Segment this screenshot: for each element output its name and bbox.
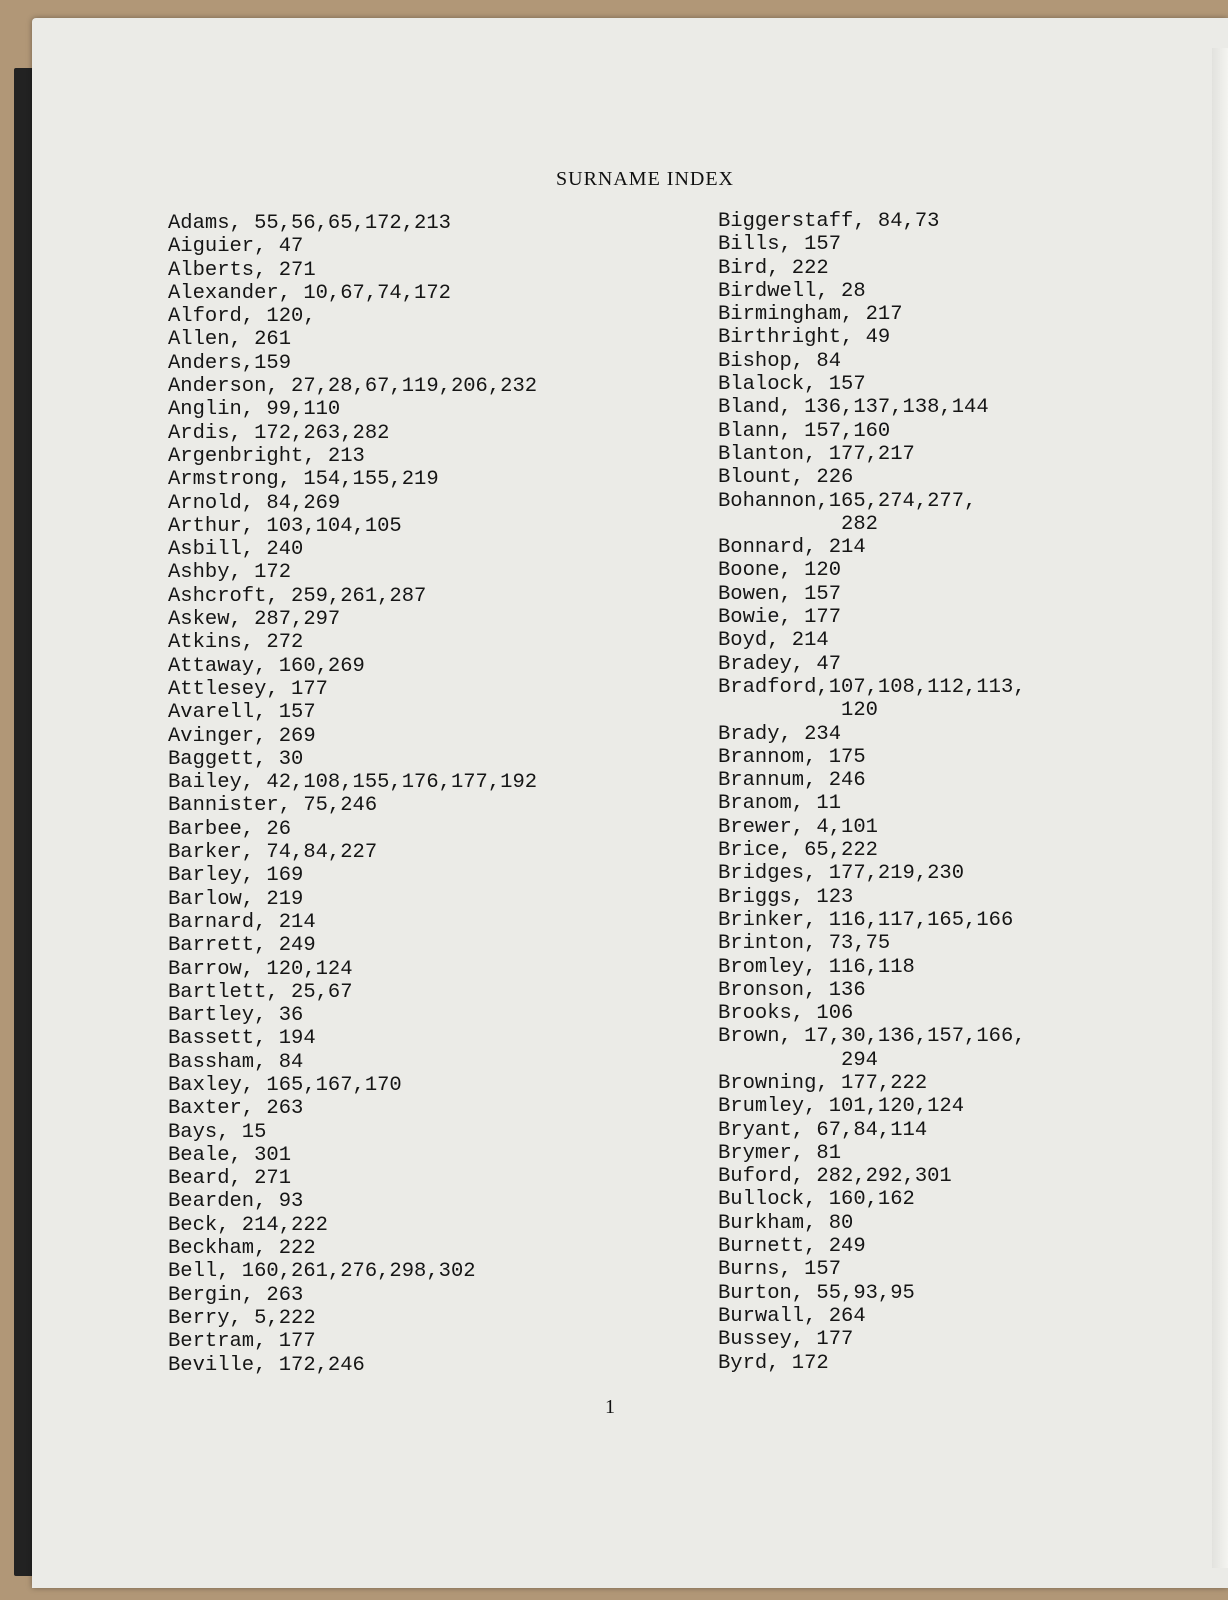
- index-entry: Anglin, 99,110: [168, 398, 341, 422]
- index-entry: Anders,159: [168, 351, 292, 375]
- index-entry: Barrett, 249: [168, 934, 316, 958]
- index-entry: Allen, 261: [168, 328, 292, 352]
- index-entry: Bartlett, 25,67: [168, 980, 353, 1004]
- index-entry: Baxley, 165,167,170: [168, 1073, 402, 1097]
- index-entry: Biggerstaff, 84,73: [718, 210, 940, 233]
- index-entry: 294: [718, 1048, 878, 1072]
- index-entry: Bowie, 177: [718, 606, 842, 630]
- index-entry: Attlesey, 177: [168, 677, 328, 701]
- index-entry: Baggett, 30: [168, 747, 304, 771]
- index-entry: Burwall, 264: [718, 1304, 866, 1328]
- index-entry: Brinton, 73,75: [718, 932, 891, 956]
- index-entry: Brumley, 101,120,124: [718, 1095, 965, 1119]
- index-entry: Birdwell, 28: [718, 279, 866, 303]
- index-entry: Bowen, 157: [718, 582, 842, 606]
- index-entry: Barbee, 26: [168, 817, 292, 841]
- index-entry: Brown, 17,30,136,157,166,: [718, 1025, 1026, 1049]
- index-entry: Bishop, 84: [718, 349, 842, 373]
- index-entry: Bays, 15: [168, 1120, 267, 1144]
- index-entry: Blanton, 177,217: [718, 442, 915, 466]
- index-entry: Birmingham, 217: [718, 303, 903, 327]
- index-entry: 282: [718, 512, 878, 536]
- index-entry: Alberts, 271: [168, 258, 316, 282]
- page-number: 1: [605, 1396, 615, 1418]
- index-entry: Briggs, 123: [718, 885, 854, 909]
- index-entry: Bird, 222: [718, 256, 829, 280]
- index-entry: Bussey, 177: [718, 1328, 854, 1352]
- index-entry: Burnett, 249: [718, 1235, 866, 1259]
- index-entry: Bell, 160,261,276,298,302: [168, 1260, 476, 1284]
- index-entry: Birthright, 49: [718, 326, 891, 350]
- index-entry: Anderson, 27,28,67,119,206,232: [168, 375, 538, 399]
- index-entry: Berry, 5,222: [168, 1306, 316, 1330]
- index-entry: Brannom, 175: [718, 745, 866, 769]
- index-entry: Barnard, 214: [168, 910, 316, 934]
- index-entry: Boyd, 214: [718, 629, 829, 653]
- index-entry: Barrow, 120,124: [168, 957, 353, 981]
- page-title: SURNAME INDEX: [556, 168, 734, 190]
- index-entry: Avinger, 269: [168, 724, 316, 748]
- index-entry: Bridges, 177,219,230: [718, 862, 965, 886]
- index-entry: Bullock, 160,162: [718, 1188, 915, 1212]
- index-entry: Baxter, 263: [168, 1097, 304, 1121]
- index-entry: Bassham, 84: [168, 1050, 304, 1074]
- index-entry: Beckham, 222: [168, 1237, 316, 1261]
- index-entry: Bradey, 47: [718, 652, 842, 676]
- index-entry: Burkham, 80: [718, 1211, 854, 1235]
- index-entry: Bland, 136,137,138,144: [718, 396, 989, 420]
- index-entry: Brinker, 116,117,165,166: [718, 908, 1014, 932]
- index-entry: Arnold, 84,269: [168, 491, 341, 515]
- index-entry: Burton, 55,93,95: [718, 1281, 915, 1305]
- index-entry: Brooks, 106: [718, 1002, 854, 1026]
- index-entry: Boone, 120: [718, 559, 842, 583]
- index-entry: Bronson, 136: [718, 978, 866, 1002]
- index-entry: 120: [718, 699, 878, 723]
- index-entry: Barley, 169: [168, 864, 304, 888]
- index-entry: Buford, 282,292,301: [718, 1165, 952, 1189]
- index-entry: Askew, 287,297: [168, 608, 341, 632]
- index-entry: Alford, 120,: [168, 305, 316, 329]
- index-entry: Ashby, 172: [168, 561, 292, 585]
- index-entry: Armstrong, 154,155,219: [168, 468, 439, 492]
- index-entry: Bergin, 263: [168, 1283, 304, 1307]
- page-edge: [1212, 48, 1228, 1568]
- index-entry: Bradford,107,108,112,113,: [718, 675, 1026, 699]
- index-entry: Barlow, 219: [168, 887, 304, 911]
- index-entry: Brannum, 246: [718, 769, 866, 793]
- index-entry: Bailey, 42,108,155,176,177,192: [168, 771, 538, 795]
- index-entry: Brice, 65,222: [718, 839, 878, 863]
- index-entry: Bearden, 93: [168, 1190, 304, 1214]
- index-entry: Blalock, 157: [718, 373, 866, 397]
- index-entry: Bryant, 67,84,114: [718, 1118, 928, 1142]
- index-entry: Beale, 301: [168, 1143, 292, 1167]
- index-entry: Bartley, 36: [168, 1004, 304, 1028]
- index-entry: Beard, 271: [168, 1167, 292, 1191]
- index-entry: Blann, 157,160: [718, 419, 891, 443]
- left-index-column: [168, 212, 537, 1377]
- index-entry: Bills, 157: [718, 233, 842, 257]
- index-entry: Ardis, 172,263,282: [168, 421, 390, 445]
- index-entry: Attaway, 160,269: [168, 654, 365, 678]
- index-entry: Beck, 214,222: [168, 1213, 328, 1237]
- index-entry: Branom, 11: [718, 792, 842, 816]
- index-entry: Beville, 172,246: [168, 1353, 365, 1377]
- right-index-column: [718, 210, 1026, 1375]
- index-entry: Bohannon,165,274,277,: [718, 489, 977, 513]
- index-entry: Alexander, 10,67,74,172: [168, 281, 451, 305]
- index-entry: Bannister, 75,246: [168, 794, 378, 818]
- index-entry: Browning, 177,222: [718, 1071, 928, 1095]
- index-entry: Bromley, 116,118: [718, 955, 915, 979]
- index-entry: Adams, 55,56,65,172,213: [168, 212, 451, 235]
- index-entry: Argenbright, 213: [168, 444, 365, 468]
- index-entry: Avarell, 157: [168, 701, 316, 725]
- index-entry: Arthur, 103,104,105: [168, 514, 402, 538]
- index-entry: Bassett, 194: [168, 1027, 316, 1051]
- index-entry: Bonnard, 214: [718, 536, 866, 560]
- index-entry: Brymer, 81: [718, 1141, 842, 1165]
- index-entry: Burns, 157: [718, 1258, 842, 1282]
- index-entry: Ashcroft, 259,261,287: [168, 584, 427, 608]
- index-entry: Atkins, 272: [168, 631, 304, 655]
- index-entry: Brady, 234: [718, 722, 842, 746]
- index-entry: Byrd, 172: [718, 1351, 829, 1375]
- index-entry: Blount, 226: [718, 466, 854, 490]
- index-entry: Asbill, 240: [168, 538, 304, 562]
- index-entry: Barker, 74,84,227: [168, 841, 378, 865]
- index-entry: Aiguier, 47: [168, 235, 304, 259]
- index-entry: Brewer, 4,101: [718, 815, 878, 839]
- index-entry: Bertram, 177: [168, 1330, 316, 1354]
